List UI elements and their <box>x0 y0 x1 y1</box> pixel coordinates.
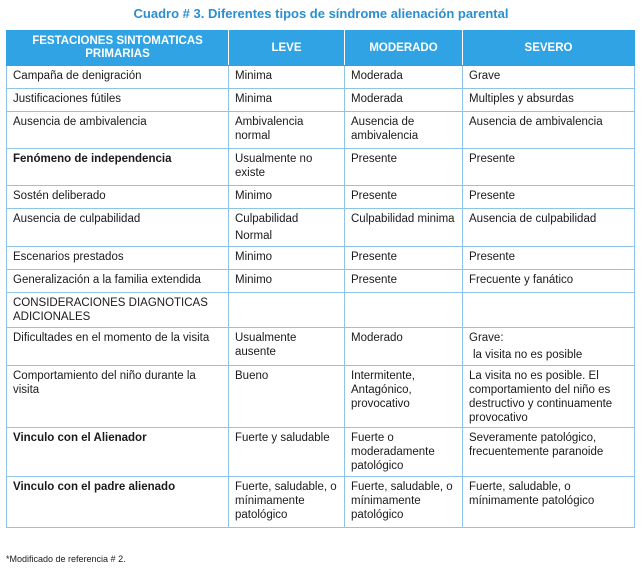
cell-leve: Usualmente no existe <box>229 149 345 186</box>
table-row <box>7 186 635 209</box>
table-row <box>7 209 635 247</box>
cell-severo: La visita no es posible. El comportamiento del niño es destructivo y continuamente provocativo <box>463 366 635 428</box>
row-label: Vinculo con el padre alienado <box>7 477 229 528</box>
row-label: Ausencia de ambivalencia <box>7 112 229 149</box>
cell-moderado: Presente <box>345 149 463 186</box>
table-row <box>7 270 635 293</box>
table-row <box>7 328 635 366</box>
cell-moderado: Moderado <box>345 328 463 366</box>
cell-moderado <box>345 293 463 328</box>
table-header-row <box>7 31 635 66</box>
cell-leve: Fuerte y saludable <box>229 428 345 477</box>
cell-moderado: Moderada <box>345 66 463 89</box>
cell-moderado: Fuerte o moderadamente patológico <box>345 428 463 477</box>
cell-moderado: Moderada <box>345 89 463 112</box>
cell-leve: Bueno <box>229 366 345 428</box>
cell-severo <box>463 328 635 366</box>
cell-text: Normal <box>235 230 273 242</box>
row-label: Comportamiento del niño durante la visita <box>7 366 229 428</box>
row-label: Escenarios prestados <box>7 247 229 270</box>
header-severo: SEVERO <box>463 31 635 66</box>
row-label: Justificaciones fútiles <box>7 89 229 112</box>
cell-leve: Usualmente ausente <box>229 328 345 366</box>
cell-severo: Ausencia de culpabilidad <box>463 209 635 247</box>
table-row <box>7 366 635 428</box>
row-label: Sostén deliberado <box>7 186 229 209</box>
footnote: *Modificado de referencia # 2. <box>6 554 126 564</box>
cell-moderado: Fuerte, saludable, o mínimamente patológico <box>345 477 463 528</box>
cell-severo: Grave <box>463 66 635 89</box>
header-moderado: MODERADO <box>345 31 463 66</box>
row-label: Fenómeno de independencia <box>7 149 229 186</box>
table-caption: Cuadro # 3. Diferentes tipos de síndrome alienación parental <box>133 6 509 21</box>
table-row <box>7 112 635 149</box>
cell-text: Culpabilidad <box>235 213 299 225</box>
table-row <box>7 149 635 186</box>
cell-severo: Frecuente y fanático <box>463 270 635 293</box>
cell-moderado: Intermitente, Antagónico, provocativo <box>345 366 463 428</box>
cell-leve: Minima <box>229 66 345 89</box>
table-row <box>7 428 635 477</box>
table-row <box>7 293 635 328</box>
cell-severo: Presente <box>463 247 635 270</box>
header-symptoms: FESTACIONES SINTOMATICAS PRIMARIAS <box>7 31 229 66</box>
header-leve: LEVE <box>229 31 345 66</box>
cell-leve: Minimo <box>229 270 345 293</box>
cell-leve: Minimo <box>229 247 345 270</box>
cell-severo: Multiples y absurdas <box>463 89 635 112</box>
cell-severo: Fuerte, saludable, o mínimamente patológico <box>463 477 635 528</box>
table-row <box>7 89 635 112</box>
table-row <box>7 247 635 270</box>
cell-moderado: Presente <box>345 270 463 293</box>
row-label: Ausencia de culpabilidad <box>7 209 229 247</box>
cell-leve: Fuerte, saludable, o mínimamente patológico <box>229 477 345 528</box>
row-label: Vinculo con el Alienador <box>7 428 229 477</box>
cell-severo: Presente <box>463 149 635 186</box>
table-row <box>7 477 635 528</box>
cell-moderado: Culpabilidad minima <box>345 209 463 247</box>
cell-leve: Minima <box>229 89 345 112</box>
table-row <box>7 66 635 89</box>
cell-text: la visita no es posible <box>473 349 583 361</box>
cell-severo: Ausencia de ambivalencia <box>463 112 635 149</box>
cell-moderado: Presente <box>345 247 463 270</box>
cell-moderado: Ausencia de ambivalencia <box>345 112 463 149</box>
row-label: Campaña de denigración <box>7 66 229 89</box>
cell-severo: Presente <box>463 186 635 209</box>
row-label: Generalización a la familia extendida <box>7 270 229 293</box>
cell-leve: Ambivalencia normal <box>229 112 345 149</box>
cell-text: Grave: <box>469 332 504 344</box>
row-label: Dificultades en el momento de la visita <box>7 328 229 366</box>
cell-leve: Minimo <box>229 186 345 209</box>
section-label: CONSIDERACIONES DIAGNOTICAS ADICIONALES <box>7 293 229 328</box>
cell-severo: Severamente patológico, frecuentemente paranoide <box>463 428 635 477</box>
cell-leve <box>229 293 345 328</box>
syndrome-table <box>6 30 635 528</box>
cell-moderado: Presente <box>345 186 463 209</box>
cell-severo <box>463 293 635 328</box>
cell-leve <box>229 209 345 247</box>
